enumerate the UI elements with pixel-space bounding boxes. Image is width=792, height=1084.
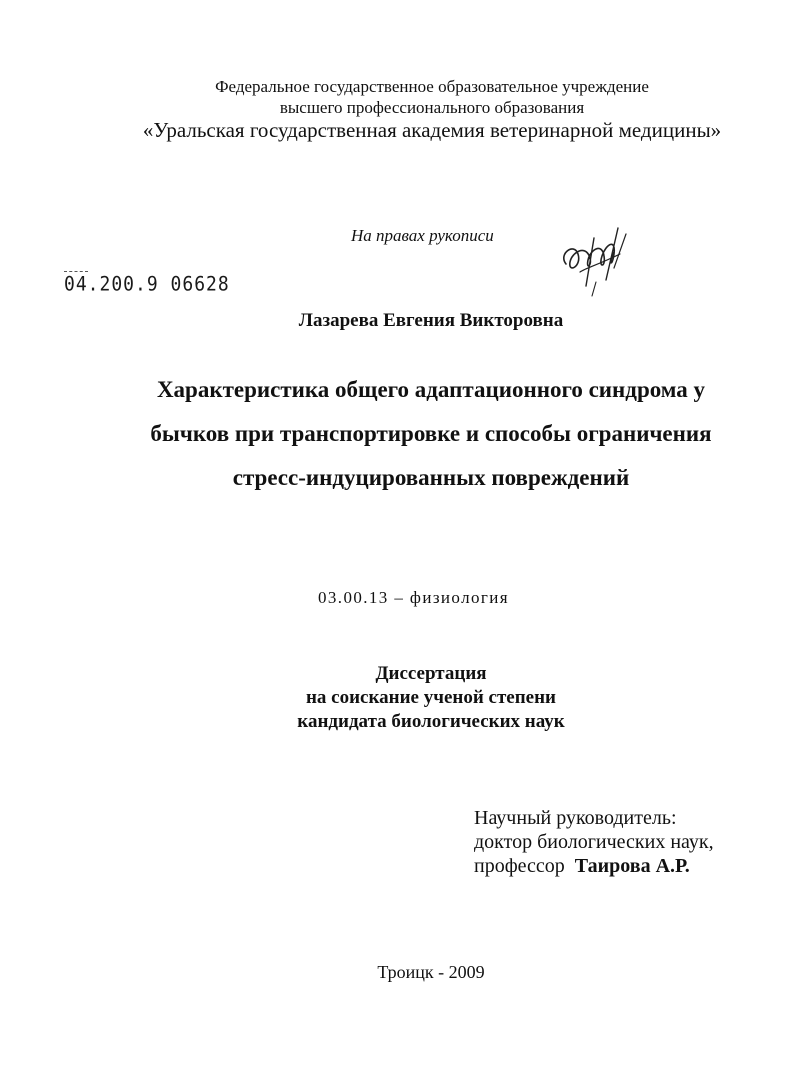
institution-line-2: высшего профессионального образования [279,98,585,117]
degree-line-2: на соискание ученой степени [305,687,556,708]
institution-line-3: «Уральская государственная академия ветеринарной медицины» [142,118,722,142]
scientific-advisor [474,806,714,878]
advisor-label: Научный руководитель: [474,807,677,829]
title-line-2: бычков при транспортировке и способы ограничения [150,421,712,446]
advisor-position: профессор [474,855,565,877]
advisor-position-line [474,854,714,878]
advisor-name: Таирова А.Р. [574,855,690,877]
degree-line-1: Диссертация [375,663,487,684]
institution-line-1: Федеральное государственное образовательное учреждение [215,77,649,96]
degree-line-3: кандидата биологических наук [297,711,565,732]
registration-number: 04.200.9 06628 [64,272,230,297]
author-name: Лазарева Евгения Викторовна [298,310,564,331]
title-line-3: стресс-индуцированных повреждений [232,465,630,490]
degree-statement [0,662,792,734]
dissertation-title [0,368,792,500]
specialty-code: 03.00.13 – физиология [318,588,509,607]
city-year: Троицк - 2009 [377,962,485,982]
signature-icon [556,224,636,300]
advisor-degree: доктор биологических наук, [474,831,714,853]
manuscript-note: На правах рукописи [351,226,494,245]
title-line-1: Характеристика общего адаптационного синдрома у [156,377,706,402]
